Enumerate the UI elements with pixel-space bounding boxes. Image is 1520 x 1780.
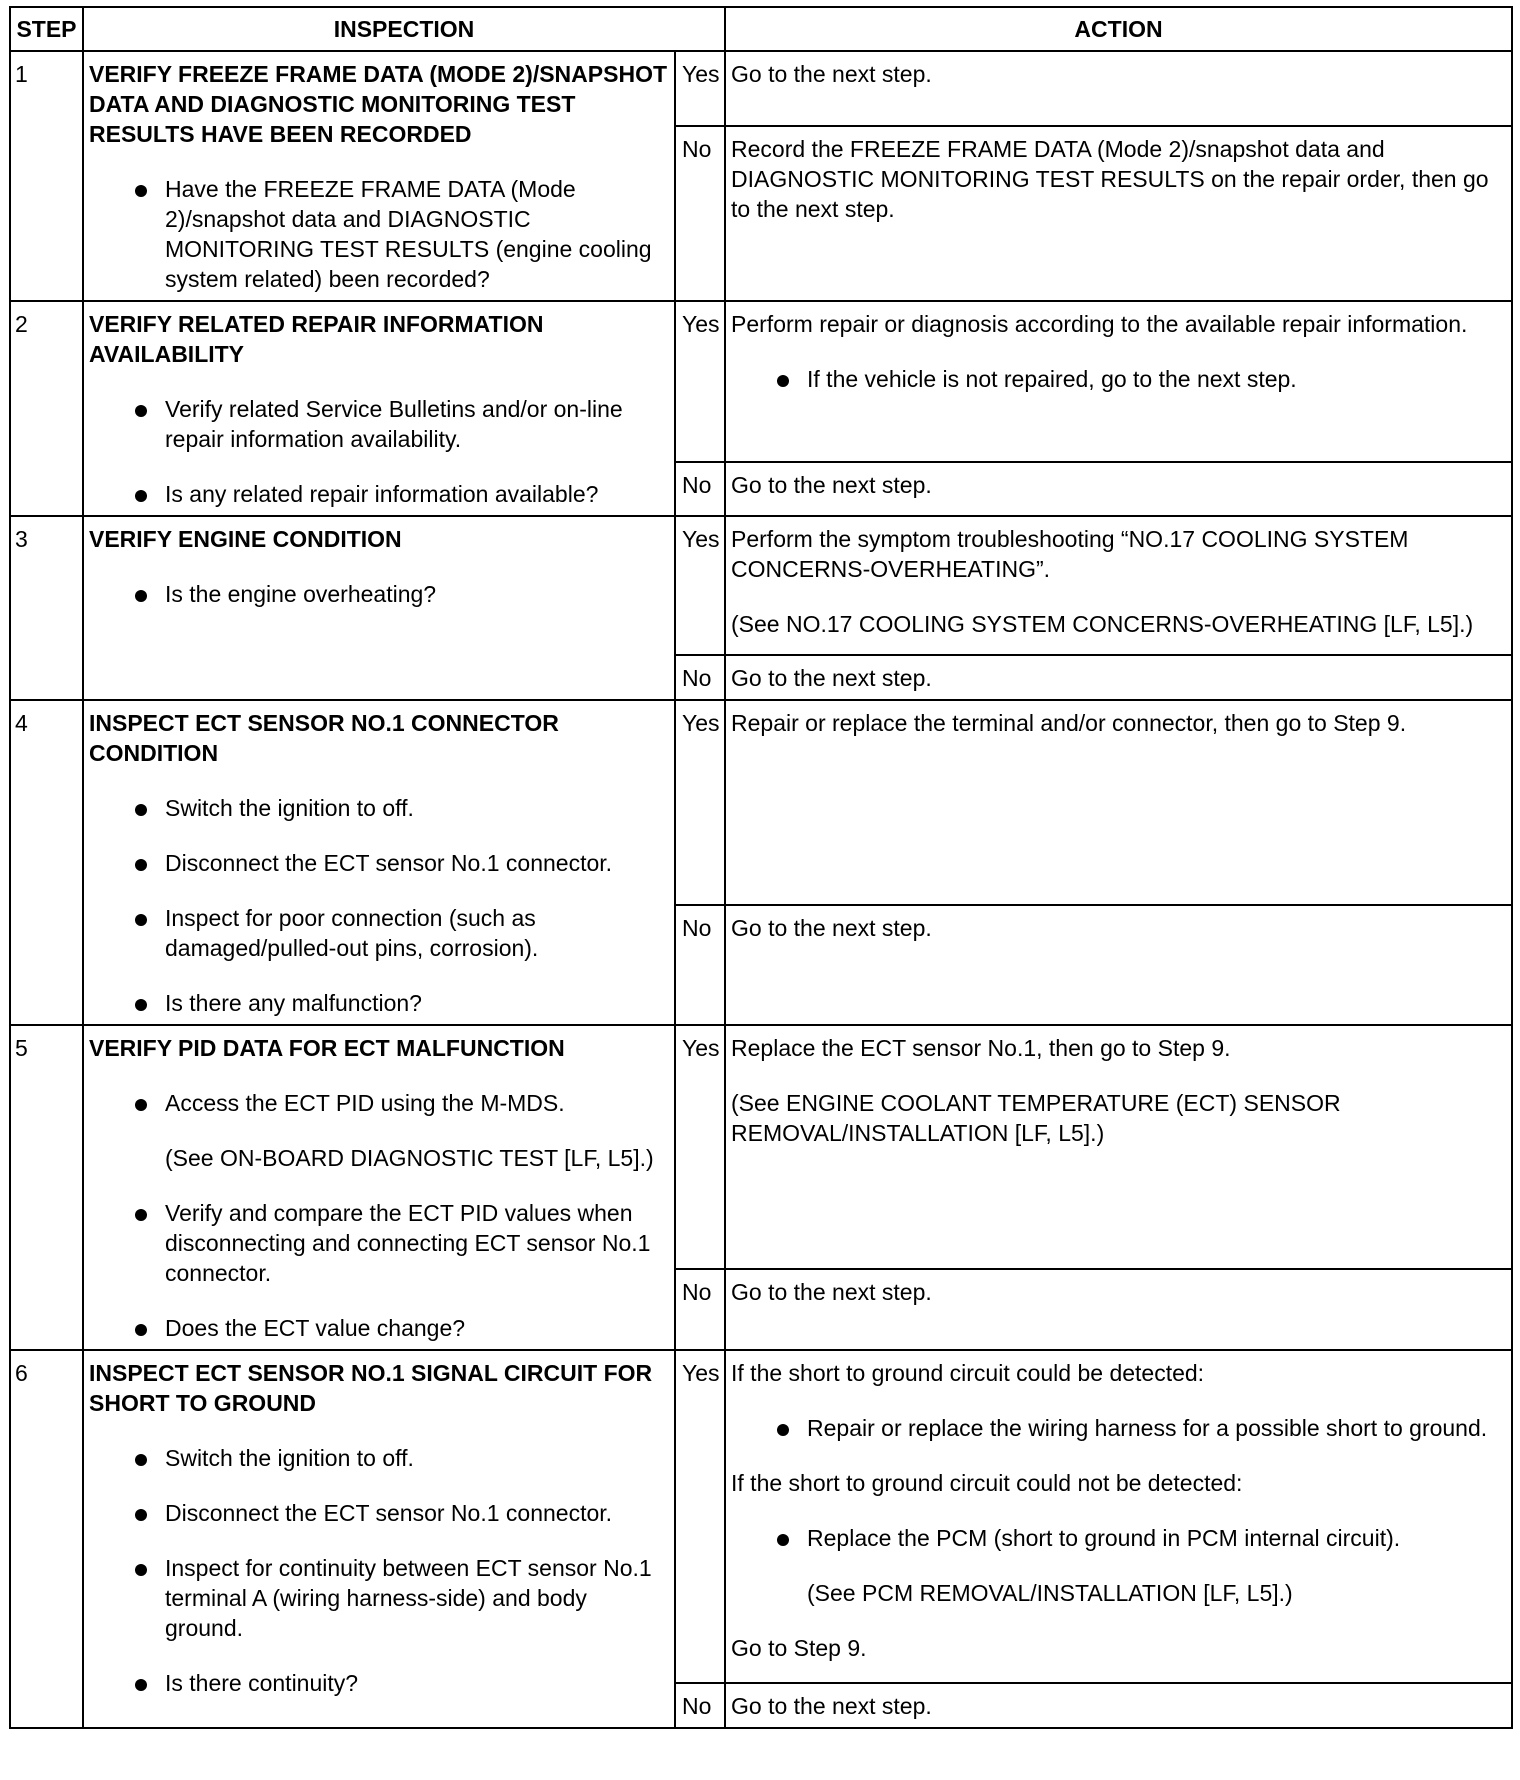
header-action: ACTION xyxy=(725,7,1512,51)
inspection-bullet: Verify and compare the ECT PID values when disconnecting and connecting ECT sensor No.1 connector. xyxy=(89,1198,669,1288)
yes-label: Yes xyxy=(675,516,725,655)
step-number: 6 xyxy=(10,1350,83,1728)
no-label: No xyxy=(675,655,725,700)
inspection-bullet: Disconnect the ECT sensor No.1 connector. xyxy=(89,1498,669,1528)
no-label: No xyxy=(675,1269,725,1350)
inspection-bullet: Disconnect the ECT sensor No.1 connector. xyxy=(89,848,669,878)
step-number: 3 xyxy=(10,516,83,700)
inspection-bullet: Inspect for poor connection (such as damaged/pulled-out pins, corrosion). xyxy=(89,903,669,963)
yes-action-text: If the short to ground circuit could not be detected: xyxy=(731,1470,1243,1496)
no-action: Go to the next step. xyxy=(725,655,1512,700)
step-6-yes-row xyxy=(10,1350,1512,1683)
step-5-yes-row xyxy=(10,1025,1512,1269)
header-inspection: INSPECTION xyxy=(83,7,725,51)
action-bullet: If the vehicle is not repaired, go to the next step. xyxy=(731,364,1506,394)
inspection-bullet: Switch the ignition to off. xyxy=(89,1443,669,1473)
inspection-bullet: Switch the ignition to off. xyxy=(89,793,669,823)
yes-action-reference: (See PCM REMOVAL/INSTALLATION [LF, L5].) xyxy=(807,1580,1293,1606)
inspection-bullet: Verify related Service Bulletins and/or on-line repair information availability. xyxy=(89,394,669,454)
yes-action-text: Replace the ECT sensor No.1, then go to Step 9. xyxy=(731,1035,1231,1061)
action-bullet: Repair or replace the wiring harness for a possible short to ground. xyxy=(731,1413,1506,1443)
step-title: INSPECT ECT SENSOR NO.1 SIGNAL CIRCUIT FOR SHORT TO GROUND xyxy=(89,1360,653,1416)
yes-action-text: If the short to ground circuit could be detected: xyxy=(731,1360,1205,1386)
yes-label: Yes xyxy=(675,1025,725,1269)
step-inspection xyxy=(83,51,675,301)
header-row xyxy=(10,7,1512,51)
inspection-bullet: Access the ECT PID using the M-MDS. xyxy=(89,1088,669,1118)
no-label: No xyxy=(675,1683,725,1728)
yes-action-reference: (See ENGINE COOLANT TEMPERATURE (ECT) SENSOR REMOVAL/INSTALLATION [LF, L5].) xyxy=(731,1090,1341,1146)
inspection-bullet: Does the ECT value change? xyxy=(89,1313,669,1343)
step-1-yes-row xyxy=(10,51,1512,126)
step-number: 5 xyxy=(10,1025,83,1350)
yes-action xyxy=(725,301,1512,462)
yes-label: Yes xyxy=(675,301,725,462)
no-label: No xyxy=(675,905,725,1025)
yes-action-text: Go to Step 9. xyxy=(731,1635,867,1661)
no-action: Record the FREEZE FRAME DATA (Mode 2)/snapshot data and DIAGNOSTIC MONITORING TEST RESULTS on the repair order, then go to the next step. xyxy=(725,126,1512,301)
no-action: Go to the next step. xyxy=(725,905,1512,1025)
inspection-bullet: Is there any malfunction? xyxy=(89,988,669,1018)
yes-action-reference: (See NO.17 COOLING SYSTEM CONCERNS-OVERHEATING [LF, L5].) xyxy=(731,611,1474,637)
no-label: No xyxy=(675,126,725,301)
inspection-bullet: Have the FREEZE FRAME DATA (Mode 2)/snapshot data and DIAGNOSTIC MONITORING TEST RESULTS (engine cooling system related) been recorded? xyxy=(89,174,669,294)
step-inspection xyxy=(83,1025,675,1350)
diagnostic-procedure-table xyxy=(9,6,1513,1729)
yes-action xyxy=(725,1025,1512,1269)
no-action: Go to the next step. xyxy=(725,462,1512,516)
step-inspection xyxy=(83,301,675,516)
inspection-bullet: Is any related repair information available? xyxy=(89,479,669,509)
yes-action-text: Perform repair or diagnosis according to the available repair information. xyxy=(731,311,1468,337)
inspection-reference: (See ON-BOARD DIAGNOSTIC TEST [LF, L5].) xyxy=(165,1145,654,1171)
no-action: Go to the next step. xyxy=(725,1683,1512,1728)
step-title: INSPECT ECT SENSOR NO.1 CONNECTOR CONDITION xyxy=(89,710,559,766)
inspection-bullet: Inspect for continuity between ECT sensor No.1 terminal A (wiring harness-side) and body ground. xyxy=(89,1553,669,1643)
inspection-bullet: Is there continuity? xyxy=(89,1668,669,1698)
yes-action xyxy=(725,1350,1512,1683)
step-inspection xyxy=(83,1350,675,1728)
step-inspection xyxy=(83,700,675,1025)
step-2-yes-row xyxy=(10,301,1512,462)
step-title: VERIFY RELATED REPAIR INFORMATION AVAILABILITY xyxy=(89,311,544,367)
yes-label: Yes xyxy=(675,1350,725,1683)
header-step: STEP xyxy=(10,7,83,51)
step-title: VERIFY FREEZE FRAME DATA (MODE 2)/SNAPSHOT DATA AND DIAGNOSTIC MONITORING TEST RESULTS HAVE BEEN RECORDED xyxy=(89,61,668,147)
step-number: 4 xyxy=(10,700,83,1025)
no-label: No xyxy=(675,462,725,516)
yes-action: Repair or replace the terminal and/or connector, then go to Step 9. xyxy=(725,700,1512,905)
yes-label: Yes xyxy=(675,51,725,126)
step-number: 1 xyxy=(10,51,83,301)
step-4-yes-row xyxy=(10,700,1512,905)
yes-label: Yes xyxy=(675,700,725,905)
inspection-bullet: Is the engine overheating? xyxy=(89,579,669,609)
step-title: VERIFY ENGINE CONDITION xyxy=(89,526,402,552)
step-title: VERIFY PID DATA FOR ECT MALFUNCTION xyxy=(89,1035,565,1061)
step-inspection xyxy=(83,516,675,700)
yes-action-text: Perform the symptom troubleshooting “NO.17 COOLING SYSTEM CONCERNS-OVERHEATING”. xyxy=(731,526,1409,582)
yes-action xyxy=(725,516,1512,655)
step-3-yes-row xyxy=(10,516,1512,655)
action-bullet: Replace the PCM (short to ground in PCM internal circuit). xyxy=(731,1523,1506,1553)
yes-action: Go to the next step. xyxy=(725,51,1512,126)
no-action: Go to the next step. xyxy=(725,1269,1512,1350)
step-number: 2 xyxy=(10,301,83,516)
